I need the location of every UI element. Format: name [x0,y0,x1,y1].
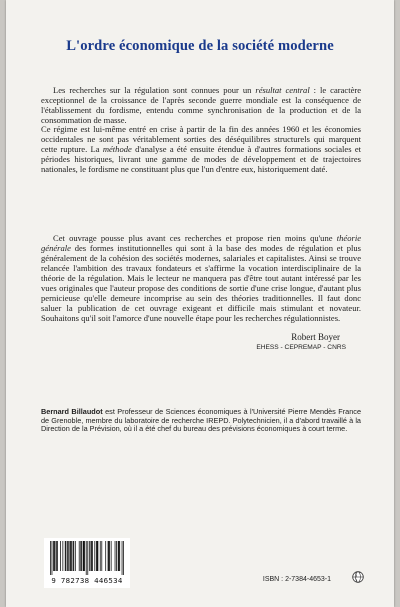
summary-paragraph-3 [41,234,361,324]
p1-text-b: : le caractère exceptionnel de la croissance de l'après seconde guerre mondiale est la conséquence de l'établissement du fordisme, entendu comme synchronisation de la production et de la consommation de masse. [41,85,362,125]
barcode-bar [56,541,57,571]
barcode-bar [116,541,117,571]
barcode-bars [50,541,124,575]
barcode-bar [65,541,66,571]
barcode-bar [67,541,68,571]
barcode-bar [75,541,76,571]
barcode-bar [73,541,74,571]
signature-name: Robert Boyer [291,332,340,342]
barcode-bar [81,541,82,571]
barcode-bar [97,541,98,571]
barcode-bar [57,541,58,571]
barcode-bar [118,541,119,571]
barcode-bar [80,541,81,571]
barcode-bar [83,541,84,571]
p3-text-a: Cet ouvrage pousse plus avant ces recherches et propose rien moins qu'une [53,233,337,243]
barcode-bar [111,541,112,571]
barcode-bar [79,541,80,571]
author-name: Bernard Billaudot [41,407,103,416]
barcode-bar [123,541,124,575]
barcode-bar [98,541,99,571]
barcode-bar [50,541,51,575]
author-bio [41,408,361,434]
barcode-bar [122,541,123,575]
p2-text-a: Ce régime est lui-même entré en crise à partir de la fin des années 1960 et les économies occidentales ne sont pas véritablement sorties des déséquilibres structurels qui marquent cette rupture. La [41,124,361,154]
barcode-bar [60,541,61,571]
barcode-bar [92,541,93,571]
barcode [44,538,130,588]
barcode-bar [73,541,74,571]
barcode-bar [54,541,55,571]
barcode-bar [115,541,116,571]
barcode-bar [87,541,88,575]
barcode-bar [68,541,69,571]
barcode-bar [96,541,97,571]
barcode-digits: 9 782738 446534 [51,576,123,585]
isbn-number: ISBN : 2-7384-4653-1 [262,576,331,583]
p3-italic: théorie générale [41,233,361,253]
barcode-bar [94,541,95,571]
barcode-bar [66,541,67,571]
barcode-bar [53,541,54,571]
book-title: L'ordre économique de la société moderne [66,38,334,54]
barcode-bar [62,541,63,571]
summary-paragraph-1 [41,86,361,126]
barcode-bar [89,541,90,571]
back-cover [6,0,394,607]
p2-text-b: d'analyse a été ensuite étendue à d'autres formations sociales et périodes historiques, livrant une gamme de modes de développement et de trajectoires nationales, le fordisme ne constituant plus que l'un d'entre eux, historiquement daté. [41,143,361,174]
barcode-bar [52,541,53,575]
barcode-bar [108,541,109,571]
barcode-bar [100,541,101,571]
barcode-bar [119,541,120,571]
p3-text-b: des formes institutionnelles qui sont à la base des modes de régulation et plus généralement de la cohésion des sociétés modernes, salariales et capitalistes. Ainsi se trouve relancée l'ambition des travaux fondateurs et s'affirme la vocation interdisciplinaire de la théorie de la régulation. Mais le lecteur ne manquera pas d'être tout autant intéressé par les vues originales que l'auteur propose des conditions de sortie d'une crise longue, d'autant plus pernicieuse qu'elle demeure incomprise au sein des théories traditionnelles. Il faut donc saluer la publication de cet ouvrage exigeant et difficile mais stimulant et novateur. Souhaitons qu'il soit l'amorce d'une nouvelle étape pour les recherches régulationnistes. [41,242,361,323]
barcode-bar [84,541,85,571]
barcode-bar [70,541,71,571]
barcode-bar [119,541,120,571]
p2-italic: méthode [102,143,132,154]
p1-italic: résultat central [255,85,310,95]
author-bio-text: est Professeur de Sciences économiques à l'Université Pierre Mendès France de Grenoble, membre du laboratoire de recherche IREPD. Polytechnicien, il a d'abord travaillé à la Direction de la Prévision, où il a été chef du bureau des prévisions économiques à court terme. [41,407,361,434]
globe-icon [352,571,364,583]
barcode-bar [109,541,110,571]
barcode-bar [101,541,102,571]
barcode-bar [71,541,72,571]
barcode-bar [105,541,106,571]
signature-affiliation: EHESS - CEPREMAP - CNRS [256,344,346,351]
barcode-bar [91,541,92,571]
barcode-bar [83,541,84,571]
barcode-bar [108,541,109,571]
barcode-bar [69,541,70,571]
summary-paragraph-2 [41,125,361,175]
barcode-bar [55,541,56,571]
p1-text-a: Les recherches sur la régulation sont connues pour un [53,85,256,95]
barcode-bar [91,541,92,571]
barcode-bar [86,541,87,575]
